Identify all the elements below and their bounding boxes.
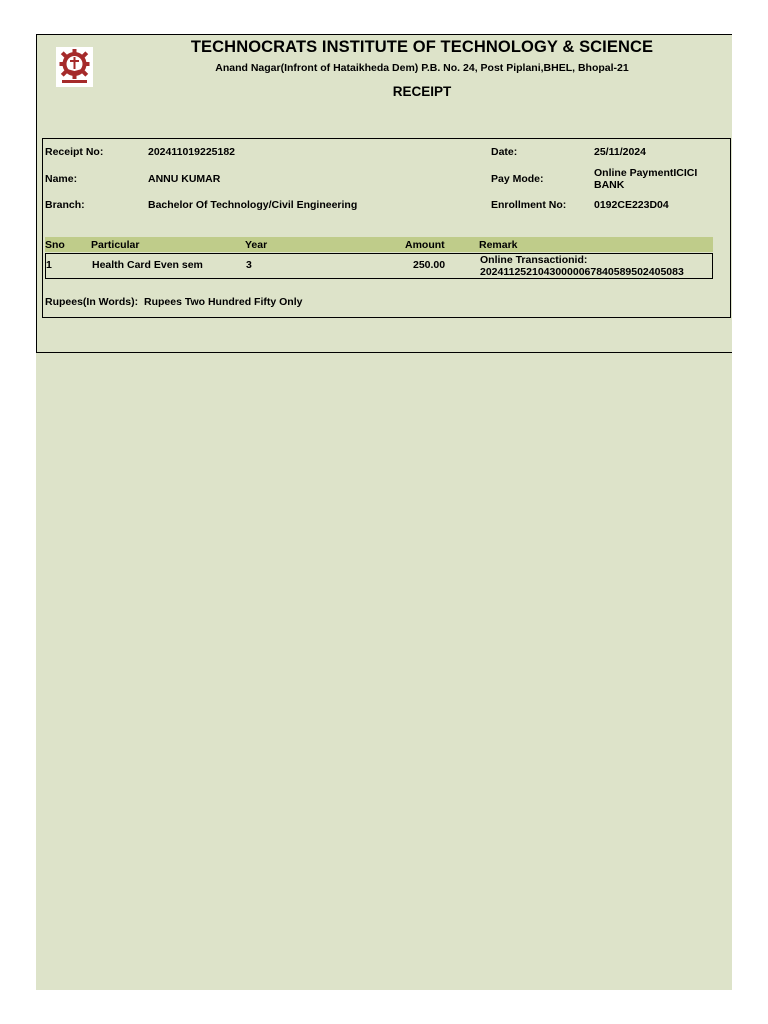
header-year: Year: [245, 239, 268, 251]
date-value: 25/11/2024: [594, 146, 646, 158]
header-remark: Remark: [479, 239, 518, 251]
pay-mode-line-1: Online PaymentICICI: [594, 167, 698, 179]
name-value: ANNU KUMAR: [148, 173, 221, 185]
row-sno: 1: [46, 259, 52, 271]
amount-in-words-value: Rupees Two Hundred Fifty Only: [144, 296, 303, 308]
institute-address: Anand Nagar(Infront of Hataikheda Dem) P.B. No. 24, Post Piplani,BHEL, Bhopal-21: [215, 62, 629, 74]
fee-table-header: [45, 237, 713, 252]
name-label: Name:: [45, 173, 78, 185]
amount-in-words-label: Rupees(In Words):: [45, 296, 139, 308]
row-particular: Health Card Even sem: [92, 259, 203, 271]
date-label: Date:: [491, 146, 518, 158]
row-year: 3: [246, 259, 252, 271]
pay-mode-label: Pay Mode:: [491, 173, 544, 185]
row-remark-line-2: 20241125210430000067840589502405083: [480, 266, 684, 278]
receipt-container: [36, 34, 732, 353]
enrollment-label: Enrollment No:: [491, 199, 567, 211]
document-title: RECEIPT: [392, 84, 452, 99]
institute-name: TECHNOCRATS INSTITUTE OF TECHNOLOGY & SCIENCE: [190, 38, 654, 56]
header-particular: Particular: [91, 239, 140, 251]
row-remark: [480, 254, 684, 278]
branch-label: Branch:: [45, 199, 85, 211]
receipt-no-value: 202411019225182: [148, 146, 236, 158]
table-row: [45, 253, 713, 279]
amount-in-words: [45, 296, 302, 308]
receipt-details-box: [42, 138, 731, 318]
enrollment-value: 0192CE223D04: [594, 199, 669, 211]
row-amount: 250.00: [413, 259, 446, 271]
receipt-page: [36, 34, 732, 990]
row-remark-line-1: Online Transactionid:: [480, 254, 588, 266]
branch-value: Bachelor Of Technology/Civil Engineering: [148, 199, 358, 211]
header-sno: Sno: [45, 239, 65, 251]
pay-mode-value: [594, 167, 697, 191]
header-amount: Amount: [405, 239, 445, 251]
pay-mode-line-2: BANK: [594, 179, 625, 191]
receipt-no-label: Receipt No:: [45, 146, 104, 158]
